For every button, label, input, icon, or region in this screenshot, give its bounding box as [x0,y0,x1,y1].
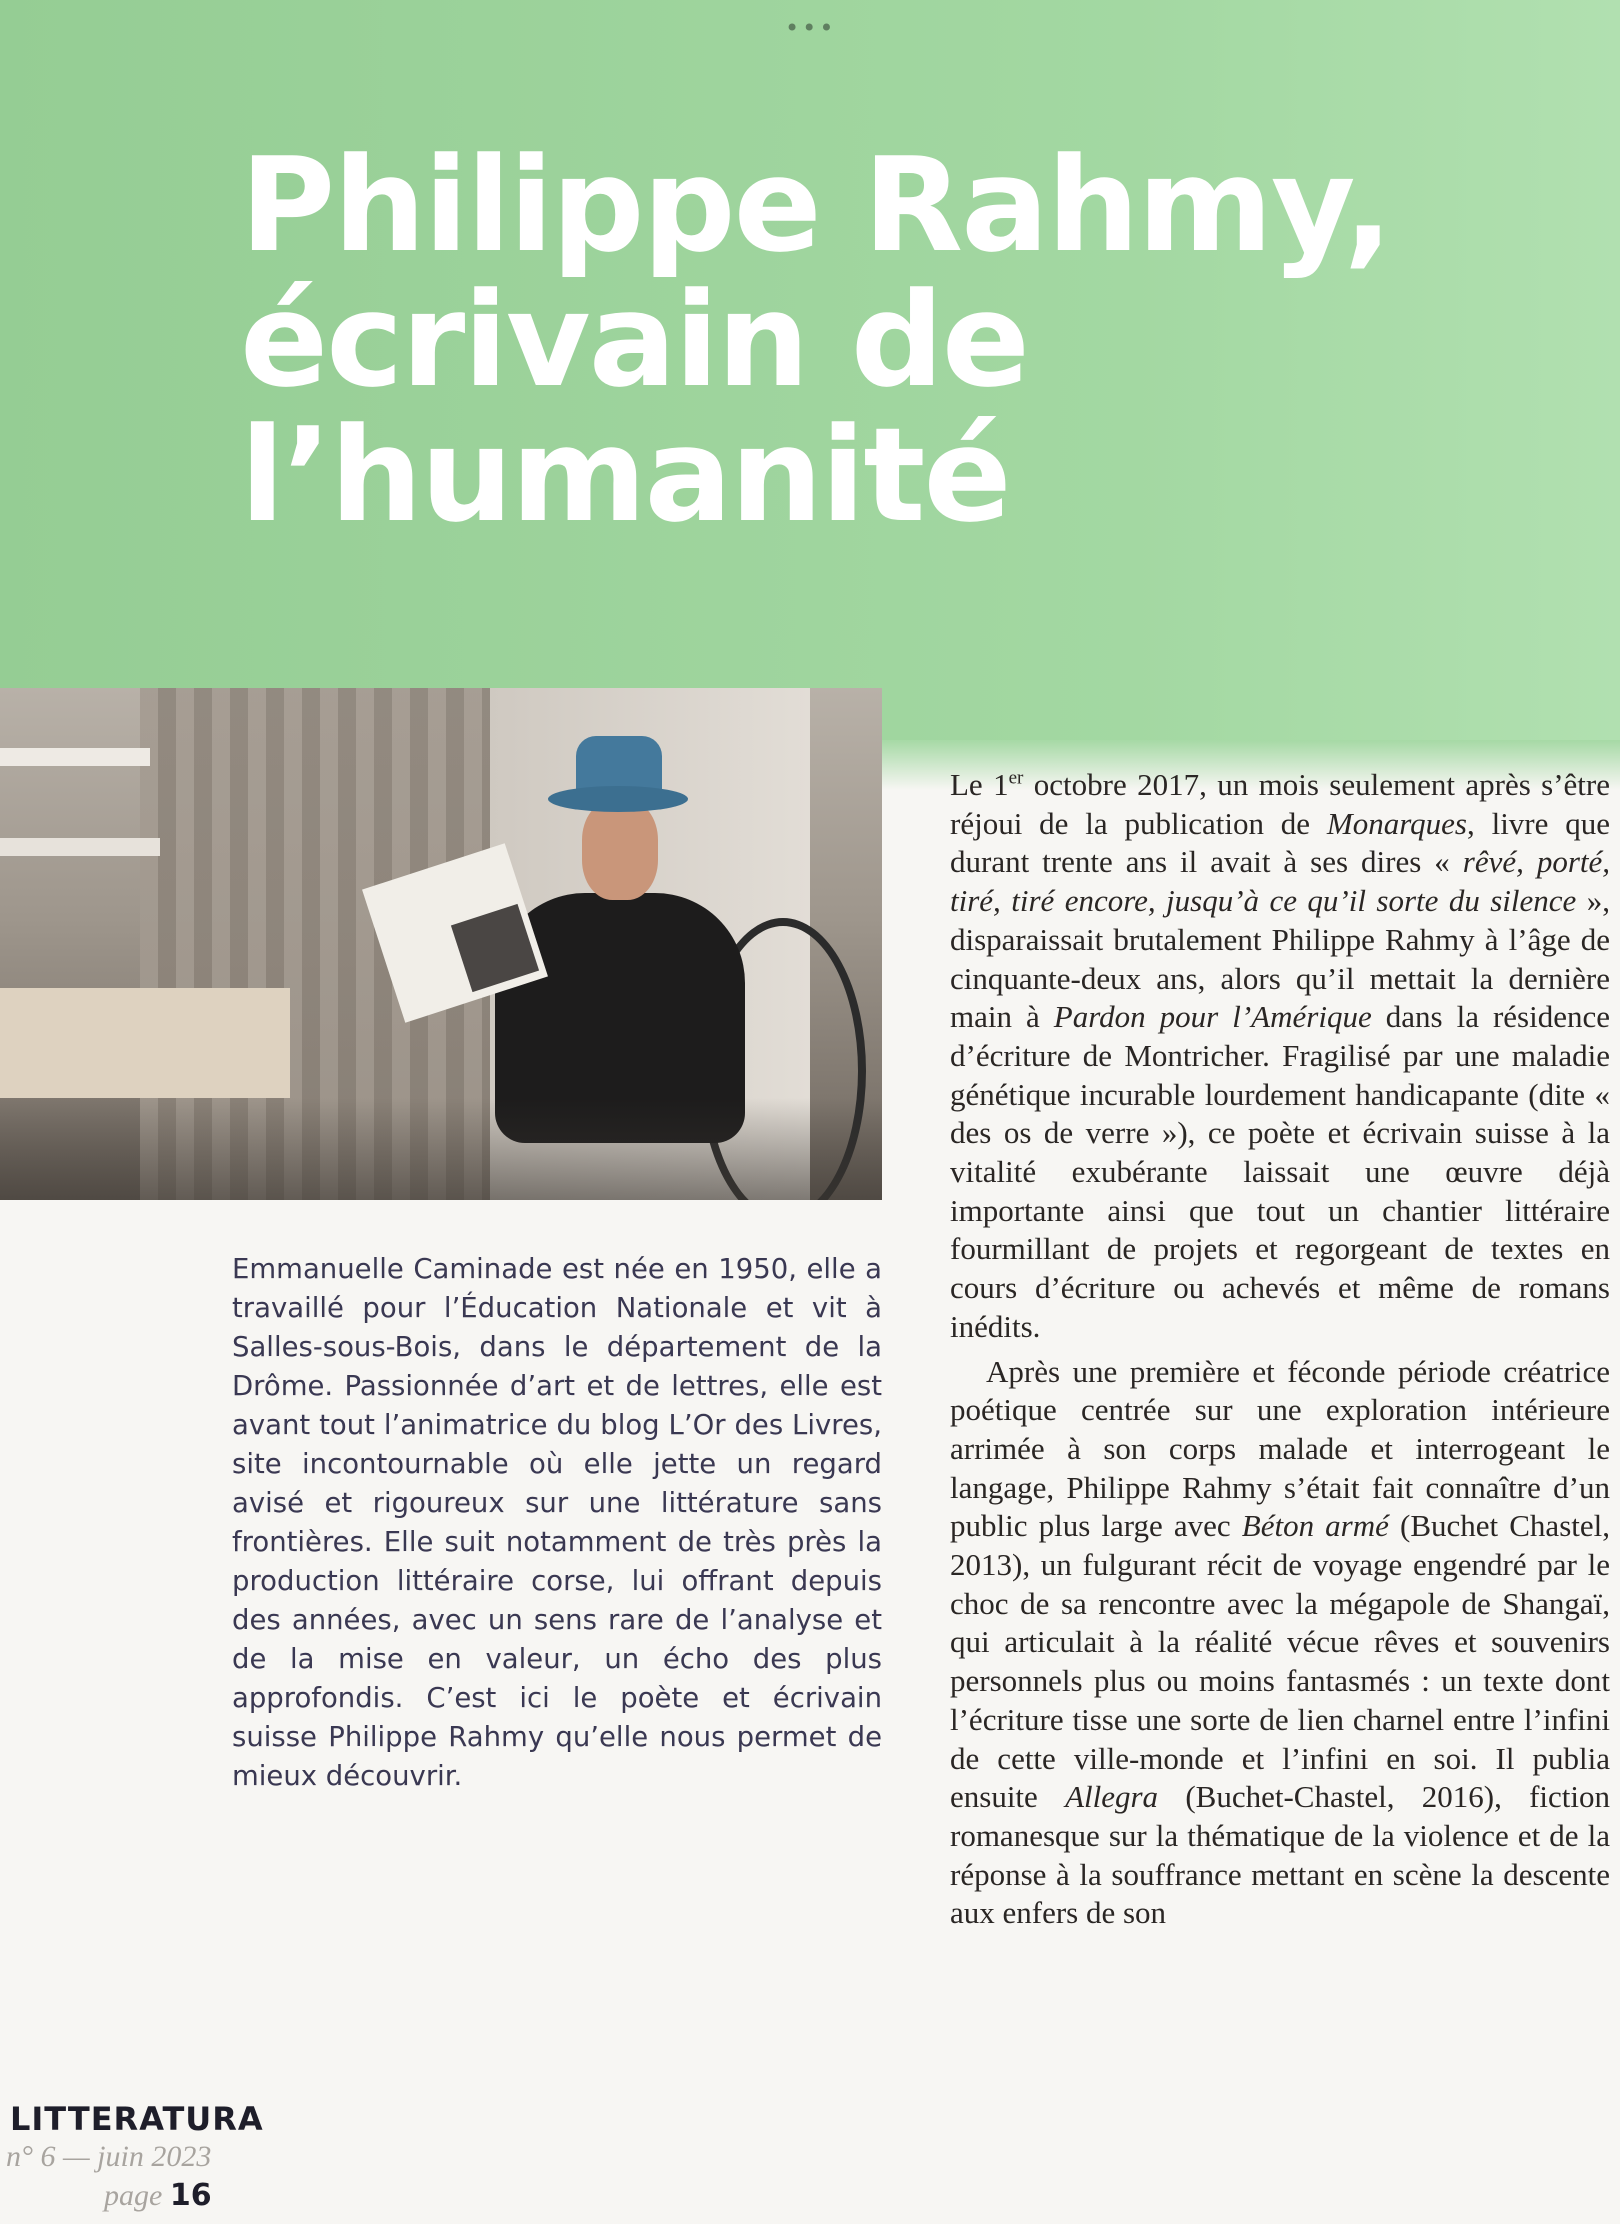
book-title-allegra: Allegra [1065,1779,1159,1815]
photo-shelf [0,838,160,856]
page-number [104,2178,212,2213]
body-text: octobre 2017, un mois seulement après s’être réjoui de la publication de [950,767,1611,841]
more-dots-icon[interactable]: ••• [785,14,837,42]
title-line-2: écrivain de [240,264,1028,416]
photo-shadow [0,1098,882,1200]
portrait-reading-photo [0,688,882,1200]
photo-face [582,800,658,900]
body-text: (Buchet-Chastel, 2016), fiction romanesque sur la thématique de la violence et de la réponse à la souffrance mettant en scène la descente aux enfers de son [950,1779,1610,1931]
body-text: dans la résidence d’écriture de Montricher. Fragilisé par une maladie génétique incurable lourdement handicapante (dite « des os de verre »), ce poète et écrivain suisse à la vitalité exubérante laissait une œuvre déjà importante ainsi que tout un chantier littéraire fourmillant de projets et regorgeant de textes en cours d’écriture ou achevés et même de romans inédits. [950,999,1611,1344]
issue-info: n° 6 — juin 2023 [6,2140,212,2173]
body-paragraph-1 [950,766,1610,1347]
author-intro: Emmanuelle Caminade est née en 1950, elle a travaillé pour l’Éducation Nationale et vit à Salles-sous-Bois, dans le département de la Drôme. Passionnée d’art et de lettres, elle est avant tout l’animatrice du blog L’Or des Livres, site incontournable où elle jette un regard avisé et rigoureux sur une littérature sans frontières. Elle suit notamment de très près la production littéraire corse, lui offrant depuis des années, avec un sens rare de l’analyse et de la mise en valeur, un écho des plus approfondis. C’est ici le poète et écrivain suisse Philippe Rahmy qu’elle nous permet de mieux découvrir. [232,1253,882,1792]
title-line-1: Philippe Rahmy, [240,129,1391,281]
body-text: , livre que durant trente ans il avait à ses dires « [950,805,1610,880]
page-label: page [104,2179,163,2212]
title-line-3: l’humanité [240,399,1010,551]
photo-desk [0,988,290,1098]
body-paragraph-2 [950,1353,1610,1934]
body-text: (Buchet Chastel, 2013), un fulgurant récit de voyage engendré par le choc de sa rencontre avec la mégapole de Shangaï, qui articulait à la réalité vécue rêves et souvenirs personnels plus ou moins fantasmés : un texte dont l’écriture tisse une sorte de lien charnel entre l’infini de cette ville-monde et l’infini en soi. Il publia ensuite [950,1508,1610,1815]
article-title [240,129,1540,551]
magazine-brand: LITTERATURA [10,2100,264,2138]
body-text: Après une première et féconde période créatrice poétique centrée sur une exploration intérieure arrimée à son corps malade et interrogeant le langage, Philippe Rahmy s’était fait connaître d’un public plus large avec [950,1353,1610,1544]
article-body [950,766,1610,1933]
photo-hat-brim [548,786,688,812]
book-title-beton-arme: Béton armé [1241,1508,1389,1544]
body-text: », disparaissait brutalement Philippe Rahmy à l’âge de cinquante-deux ans, alors qu’il mettait la dernière main à [950,883,1611,1035]
body-text: Le 1 [950,767,1009,802]
photo-shelf [0,748,150,766]
quote-italic: rêvé, porté, tiré, tiré encore, jusqu’à ce qu’il sorte du silence [950,844,1611,919]
book-title-pardon: Pardon pour l’Amérique [1053,999,1372,1035]
page-number-value: 16 [169,2178,212,2213]
superscript: er [1008,767,1024,789]
book-title-monarques: Monarques [1326,805,1467,841]
